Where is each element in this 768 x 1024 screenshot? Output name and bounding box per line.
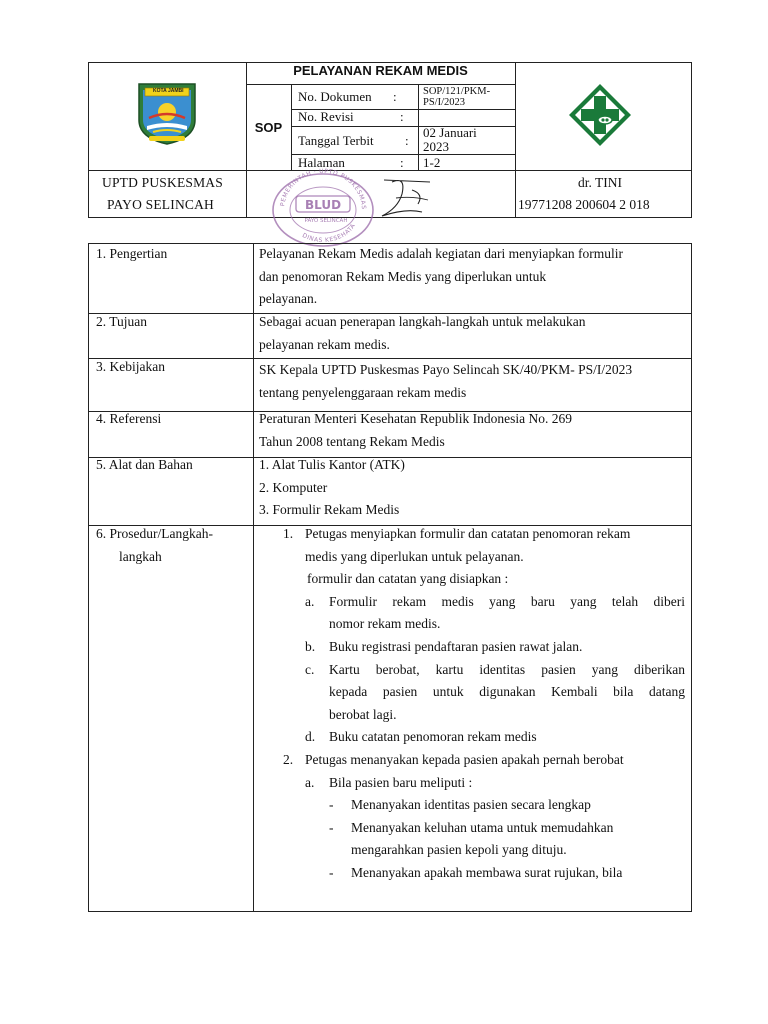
procedure-item-c: c. Kartu berobat, kartu identitas pasien yang diberikan kepada pasien untuk digunakan Kembali bila datang berobat lagi. bbox=[305, 661, 685, 722]
issue-date-label: Tanggal Terbit bbox=[298, 133, 374, 148]
procedure-bullet-1: - Menanyakan identitas pasien secara lengkap bbox=[329, 797, 591, 813]
section-body-referensi: Peraturan Menteri Kesehatan Republik Indonesia No. 269 Tahun 2008 tentang Rekam Medis bbox=[259, 411, 573, 449]
procedure-step-1-sub: formulir dan catatan yang disiapkan : bbox=[307, 571, 509, 587]
logo-text: KOTA JAMBI bbox=[153, 88, 184, 94]
procedure-item-a: a. Formulir rekam medis yang baru yang telah diberi nomor rekam medis. bbox=[305, 593, 685, 632]
section-body-kebijakan: SK Kepala UPTD Puskesmas Payo Selincah SK/40/PKM- PS/I/2023 tentang penyelenggaraan rekam medis bbox=[259, 362, 633, 400]
procedure-step-2a: a. Bila pasien baru meliputi : bbox=[305, 774, 473, 790]
doc-number-colon: : bbox=[393, 89, 397, 104]
section-body-alat-bahan: 1. Alat Tulis Kantor (ATK) 2. Komputer 3. Formulir Rekam Medis bbox=[259, 457, 405, 518]
kota-jambi-logo bbox=[135, 80, 199, 146]
issue-date-colon: : bbox=[405, 133, 409, 148]
section-label-kebijakan: 3. Kebijakan bbox=[96, 359, 165, 374]
doc-number-label: No. Dokumen bbox=[298, 89, 372, 104]
revision-colon: : bbox=[400, 109, 404, 124]
section-label-referensi: 4. Referensi bbox=[96, 411, 162, 426]
revision-label: No. Revisi bbox=[298, 109, 354, 124]
institution-line-1: UPTD PUSKESMAS bbox=[102, 175, 223, 190]
sop-label: SOP bbox=[254, 119, 283, 135]
section-body-pengertian: Pelayanan Rekam Medis adalah kegiatan dari menyiapkan formulir dan penomoran Rekam Medis yang diperlukan untuk pelayanan. bbox=[259, 246, 623, 307]
section-label-alat-bahan: 5. Alat dan Bahan bbox=[96, 457, 193, 472]
section-body-tujuan: Sebagai acuan penerapan langkah-langkah untuk melakukan pelayanan rekam medis. bbox=[259, 314, 586, 352]
doc-number-value: SOP/121/PKM-PS/I/2023 bbox=[423, 86, 491, 108]
official-stamp bbox=[268, 168, 378, 248]
procedure-item-b: b. Buku registrasi pendaftaran pasien rawat jalan. bbox=[305, 638, 583, 654]
section-label-tujuan: 2. Tujuan bbox=[96, 314, 148, 329]
section-label-prosedur-cont: langkah bbox=[119, 548, 162, 564]
signature bbox=[372, 172, 442, 222]
issue-date-value: 02 Januari 2023 bbox=[423, 125, 477, 154]
stamp-outer-text: PEMERINTAH · UPTD PUSKESMAS bbox=[279, 168, 368, 210]
stamp-center-text: BLUD bbox=[304, 198, 342, 212]
puskesmas-logo bbox=[567, 82, 633, 148]
section-label-prosedur: 6. Prosedur/Langkah- bbox=[96, 526, 213, 541]
document-title: PELAYANAN REKAM MEDIS bbox=[293, 63, 468, 78]
procedure-bullet-3: - Menanyakan apakah membawa surat rujukan, bila bbox=[329, 864, 623, 880]
stamp-bottom-text: DINAS KESEHATA bbox=[300, 222, 358, 245]
page-label: Halaman bbox=[298, 155, 345, 170]
procedure-bullet-2: - Menanyakan keluhan utama untuk memudahkan mengarahkan pasien kepoli yang dituju. bbox=[329, 819, 614, 858]
procedure-step-2: 2. Petugas menanyakan kepada pasien apakah pernah berobat bbox=[283, 751, 624, 767]
page-colon: : bbox=[400, 155, 404, 170]
procedure-list bbox=[259, 523, 689, 885]
procedure-step-1: 1. Petugas menyiapkan formulir dan catatan penomoran rekam medis yang diperlukan untuk pelayanan. bbox=[283, 526, 631, 564]
signer-name: dr. TINI bbox=[578, 175, 622, 190]
stamp-inner-text: PAYO SELINCAH bbox=[304, 218, 348, 224]
section-label-pengertian: 1. Pengertian bbox=[96, 246, 168, 261]
institution-line-2: PAYO SELINCAH bbox=[107, 197, 215, 212]
procedure-item-d: d. Buku catatan penomoran rekam medis bbox=[305, 729, 537, 745]
page-value: 1-2 bbox=[423, 155, 441, 170]
signer-nip: 19771208 200604 2 018 bbox=[518, 197, 650, 212]
